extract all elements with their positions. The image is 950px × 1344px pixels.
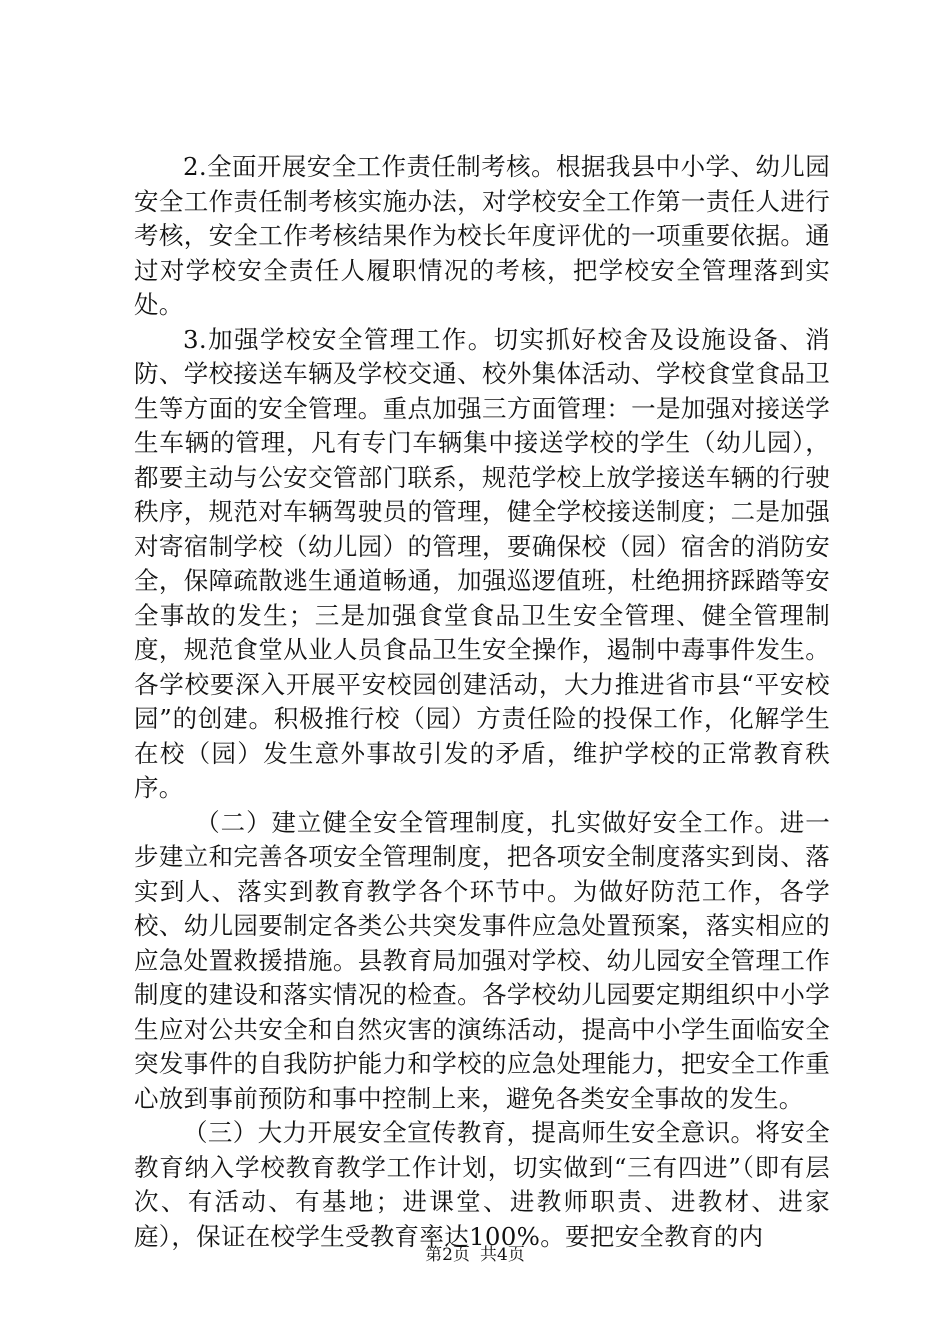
paragraph-management-system: （二）建立健全安全管理制度，扎实做好安全工作。进一步建立和完善各项安全管理制度，把各项安全制度落实到岗、落实到人、落实到教育教学各个环节中。为做好防范工作，各学校、幼儿园要制定各类公共突发事件应急处置预案，落实相应的应急处置救援措施。县教育局加强对学校、幼儿园安全管理工作制度的建设和落实情况的检查。各学校幼儿园要定期组织中小学生应对公共安全和自然灾害的演练活动，提高中小学生面临安全突发事件的自我防护能力和学校的应急处理能力，把安全工作重心放到事前预防和事中控制上来，避免各类安全事故的发生。 xyxy=(134,807,830,1113)
page-footer xyxy=(0,1244,950,1266)
page-number: 第2页 xyxy=(425,1245,470,1265)
paragraph-responsibility-assessment: 2.全面开展安全工作责任制考核。根据我县中小学、幼儿园安全工作责任制考核实施办法，对学校安全工作第一责任人进行考核，安全工作考核结果作为校长年度评优的一项重要依据。通过对学校安全责任人履职情况的考核，把学校安全管理落到实处。 xyxy=(134,152,830,319)
document-body xyxy=(134,150,830,1254)
page-total: 共4页 xyxy=(480,1245,525,1265)
paragraph-safety-education: （三）大力开展安全宣传教育，提高师生安全意识。将安全教育纳入学校教育教学工作计划，切实做到“三有四进”（即有层次、有活动、有基地；进课堂、进教师职责、进教材、进家庭），保证在校学生受教育率达100%。要把安全教育的内 xyxy=(134,1118,830,1251)
paragraph-safety-management: 3.加强学校安全管理工作。切实抓好校舍及设施设备、消防、学校接送车辆及学校交通、校外集体活动、学校食堂食品卫生等方面的安全管理。重点加强三方面管理：一是加强对接送学生车辆的管理，凡有专门车辆集中接送学校的学生（幼儿园），都要主动与公安交管部门联系，规范学校上放学接送车辆的行驶秩序，规范对车辆驾驶员的管理，健全学校接送制度；二是加强对寄宿制学校（幼儿园）的管理，要确保校（园）宿舍的消防安全，保障疏散逃生通道畅通，加强巡逻值班，杜绝拥挤踩踏等安全事故的发生；三是加强食堂食品卫生安全管理、健全管理制度，规范食堂从业人员食品卫生安全操作，遏制中毒事件发生。各学校要深入开展平安校园创建活动，大力推进省市县“平安校园”的创建。积极推行校（园）方责任险的投保工作，化解学生在校（园）发生意外事故引发的矛盾，维护学校的正常教育秩序。 xyxy=(134,324,830,802)
